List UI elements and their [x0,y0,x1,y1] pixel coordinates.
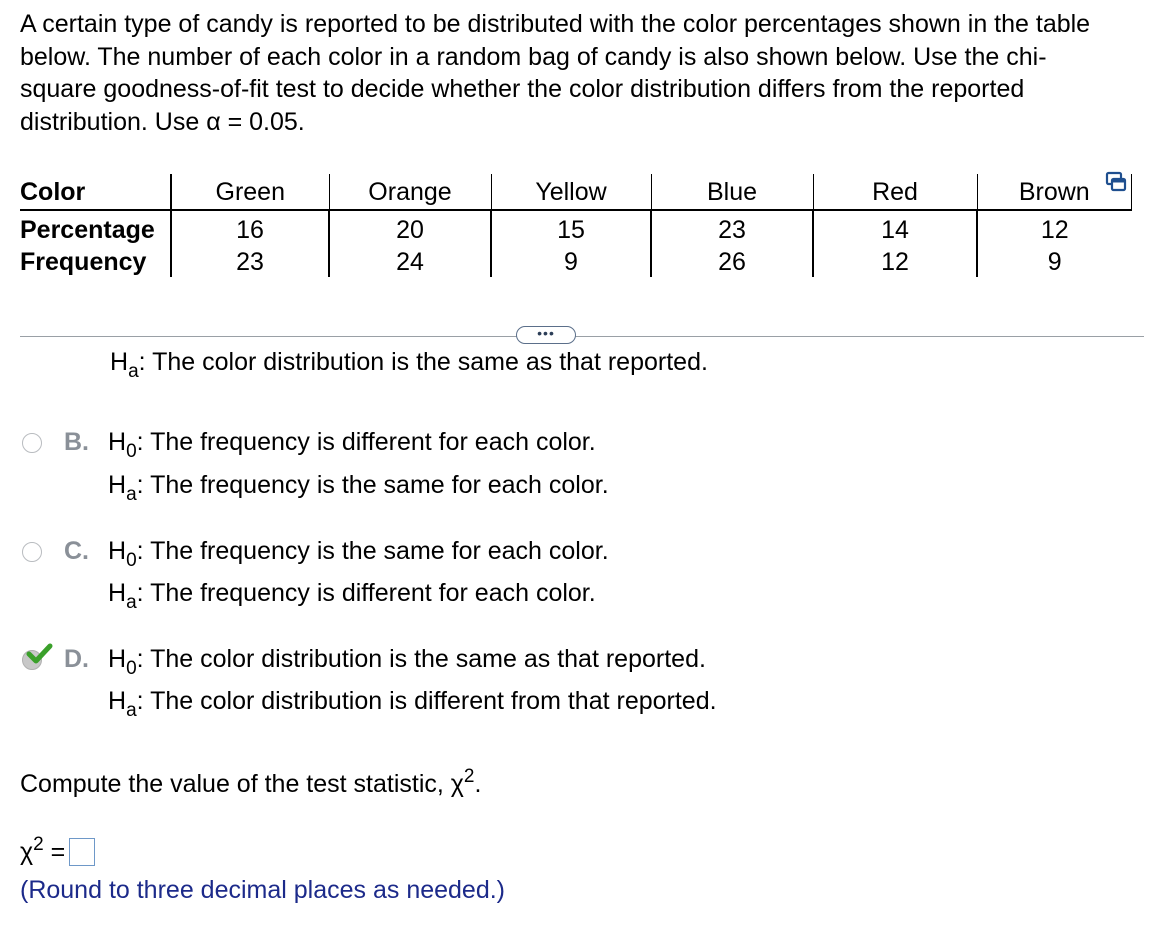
chi-square-input[interactable] [69,838,95,866]
table-cell: 12 [1040,216,1069,244]
compute-end: . [474,770,482,798]
h-symbol: H [108,687,127,715]
table-cell: 14 [813,210,977,246]
table-cell: 15 [491,210,651,246]
option-b-ha [108,469,609,505]
hypothesis-text: : The color distribution is the same as that reported. [138,348,708,376]
percentage-label: Percentage [20,210,171,246]
h-subscript: a [126,700,137,721]
color-red: Red [813,174,977,210]
option-c-ha [108,577,596,613]
table-cell: 20 [329,210,491,246]
h0-text: : The frequency is different for each color. [136,428,596,456]
h-symbol: H [108,645,127,673]
h0-text: : The color distribution is the same as that reported. [136,645,706,673]
hypothesis-subscript: a [128,361,139,382]
color-green: Green [171,174,329,210]
h-subscript: 0 [126,550,137,571]
h-subscript: a [126,592,137,613]
chi-superscript: 2 [33,834,44,855]
data-table [20,174,1132,277]
option-d-letter: D. [64,645,89,673]
expand-button[interactable]: ••• [516,326,576,344]
option-b-h0 [108,426,596,462]
color-header: Color [20,174,171,210]
h-symbol: H [108,579,127,607]
option-d-h0 [108,643,706,679]
question-text: A certain type of candy is reported to be distributed with the color percentages shown in the table below. The number of each color in a random bag of candy is also shown below. Use the chi-square goodness-of-fit test to decide whether the color distribution differs from the reported distribution. Use α = 0.05. [20,10,1091,136]
option-d-ha [108,685,717,721]
table-cell: 23 [651,210,813,246]
ha-text: : The frequency is different for each color. [136,579,596,607]
color-yellow: Yellow [491,174,651,210]
table-cell: 26 [651,246,813,277]
equals-sign: = [43,838,66,866]
option-b-letter: B. [64,428,89,456]
color-brown: Brown [977,174,1132,210]
table-header-row [20,174,1132,210]
section-divider [20,336,1144,337]
compute-superscript: 2 [463,766,475,787]
option-c-radio[interactable] [22,542,42,562]
ha-text: : The frequency is the same for each color. [136,471,609,499]
color-orange: Orange [329,174,491,210]
hypothesis-symbol: H [110,348,129,376]
color-blue: Blue [651,174,813,210]
ha-text: : The color distribution is different from that reported. [136,687,717,715]
table-row [20,210,1132,246]
table-row [20,246,1132,277]
table-cell: 23 [171,246,329,277]
compute-prompt [20,768,481,800]
table-cell: 12 [813,246,977,277]
option-b-radio[interactable] [22,433,42,453]
clipped-option-text [110,348,750,390]
compute-text: Compute the value of the test statistic, χ [20,770,464,798]
table-cell: 9 [1047,247,1062,276]
option-c-h0 [108,535,609,571]
h-subscript: 0 [126,658,137,679]
h-symbol: H [108,471,127,499]
h0-text: : The frequency is the same for each color. [136,537,609,565]
option-c-letter: C. [64,537,89,565]
h-symbol: H [108,537,127,565]
table-cell: 24 [329,246,491,277]
table-cell: 9 [491,246,651,277]
frequency-label: Frequency [20,246,171,277]
h-subscript: 0 [126,441,137,462]
table-cell: 16 [171,210,329,246]
h-subscript: a [126,484,137,505]
answer-row [20,836,95,868]
checkmark-icon [26,643,52,665]
rounding-hint: (Round to three decimal places as needed.) [20,876,506,904]
chi-symbol: χ [20,838,34,866]
h-symbol: H [108,428,127,456]
